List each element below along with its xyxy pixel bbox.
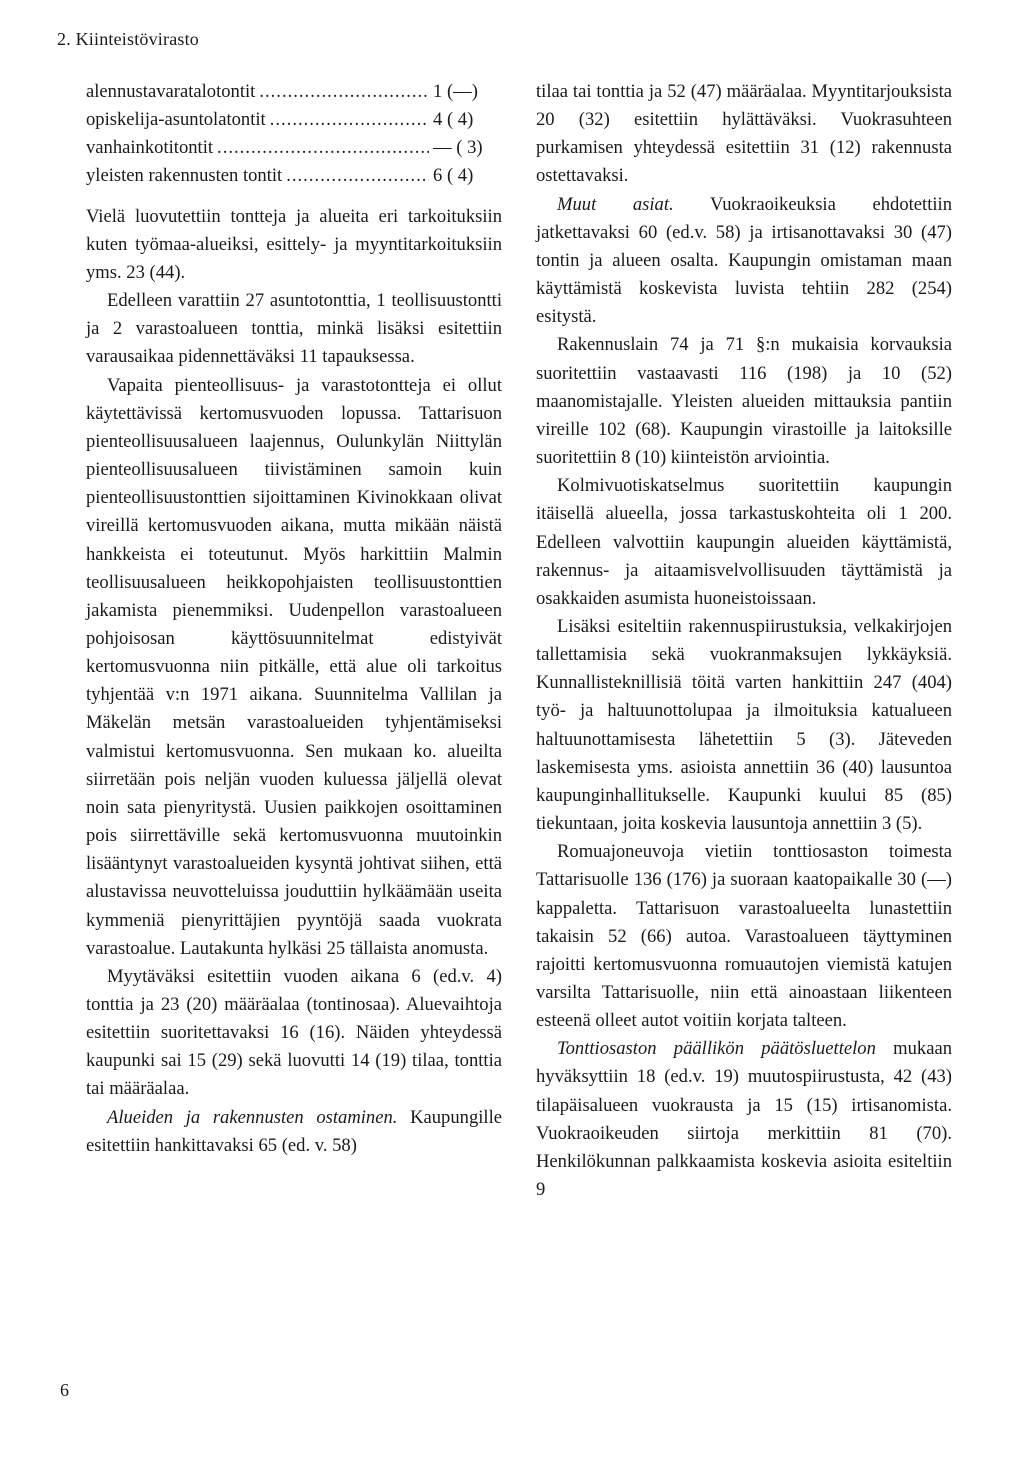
list-item-name: yleisten rakennusten tontit xyxy=(86,165,283,187)
dot-leader xyxy=(286,162,429,190)
list-item-name: vanhainkotitontit xyxy=(86,137,214,159)
list-item xyxy=(86,162,502,190)
paragraph xyxy=(86,1104,502,1160)
running-header: 2. Kiinteistövirasto xyxy=(57,29,199,49)
paragraph: Myytäväksi esitettiin vuoden aikana 6 (ed.v. 4) tonttia ja 23 (20) määräalaa (tontinosaa). Aluevaihtoja esitettiin suoritettavaksi 16 (16). Näiden yhteydessä kaupunki sai 15 (29) sekä luovutti 14 (19) tilaa, tonttia tai määräalaa. xyxy=(86,965,502,1100)
list-item xyxy=(86,78,502,106)
page-number: 6 xyxy=(60,1380,69,1400)
paragraph: Lisäksi esiteltiin rakennuspiirustuksia, velkakirjojen tallettamisia sekä vuokranmaksujen lykkäyksiä. Kunnallisteknillisiä töitä varten hankittiin 247 (404) työ- ja haltuunottolupaa ja ilmoituksia katualueen haltuunottamisesta lähetettiin 5 (3). Jäteveden laskemisesta yms. asioista annettiin 36 (40) lausuntoa kaupunginhallitukselle. Kaupunki kuului 85 (85) tiekuntaan, joita koskevia lausuntoja annettiin 3 (5). xyxy=(536,615,952,835)
paragraph-text: mukaan hyväksyttiin 18 (ed.v. 19) muutospiirustusta, 42 (43) tilapäisalueen vuokrausta ja 15 (15) irtisanomista. Vuokraoikeuden siirtoja merkittiin 81 (70). Henkilökunnan palkkaamista koskevia asioita esiteltiin 9 xyxy=(536,1038,952,1201)
section-heading: Tonttiosaston päällikön päätösluettelon xyxy=(557,1038,876,1060)
list-item-name: opiskelija-asuntolatontit xyxy=(86,109,266,131)
paragraph: Vielä luovutettiin tontteja ja alueita eri tarkoituksiin kuten työmaa-alueiksi, esittely- ja myyntitarkoituksiin yms. 23 (44). xyxy=(86,205,502,283)
paragraph xyxy=(536,191,952,332)
list-item-value: 4 ( 4) xyxy=(433,109,474,131)
paragraph: Vapaita pienteollisuus- ja varastotontteja ei ollut käytettävissä kertomusvuoden lopussa. Tattarisuon pienteollisuusalueen laajennus, Oulunkylän Niittylän pienteollisuusalueen tiivistäminen samoin kuin pienteollisuustonttien sijoittaminen Kivinokkaan olivat vireillä kertomusvuoden aikana, mutta mikään näistä hankkeista ei toteutunut. Myös harkittiin Malmin teollisuusalueen heikkopohjaisten teollisuustonttien jakamista pienemmiksi. Uudenpellon varastoalueen pohjoisosan käyttösuunnitelmat edistyivät kertomusvuonna niin pitkälle, että alue oli tarkoitus tyhjentää v:n 1971 aikana. Suunnitelma Vallilan ja Mäkelän metsän varastoalueiden tyhjentämiseksi valmistui kertomusvuonna. Sen mukaan ko. alueilta siirretään pois neljän vuoden kuluessa jäljellä olevat noin sata pienyritystä. Uusien paikkojen osoittaminen pois siirrettäville sekä kertomusvuonna muutoinkin lisääntynyt varastoalueiden kysyntä johtivat siihen, että alustavissa neuvotteluissa jouduttiin hylkäämään useita kymmeniä pienyrittäjien pyyntöjä saada vuokrata varastoalue. Lautakunta hylkäsi 25 tällaista anomusta. xyxy=(86,374,502,959)
paragraph xyxy=(536,1035,952,1204)
paragraph: Kolmivuotiskatselmus suoritettiin kaupungin itäisellä alueella, jossa tarkastuskohteita oli 1 200. Edelleen valvottiin kaupungin alueiden käyttämistä, rakennus- ja aitaamisvelvollisuuden täyttämistä ja osakkaiden asumista huoneistoissaan. xyxy=(536,475,952,609)
left-column xyxy=(86,78,502,1160)
dot-leader xyxy=(270,106,429,134)
paragraph: Edelleen varattiin 27 asuntotonttia, 1 teollisuustontti ja 2 varastoalueen tonttia, minkä lisäksi esitettiin varausaikaa pidennettäväksi 11 tapauksessa. xyxy=(86,290,502,368)
paragraph: Romuajoneuvoja vietiin tonttiosaston toimesta Tattarisuolle 136 (176) ja suoraan kaatopaikalle 30 (—) kappaletta. Tattarisuon varastoalueelta lunastettiin takaisin 52 (66) autoa. Varastoalueen täyttyminen rajoitti kertomusvuonna romuautojen viemistä katujen varsilta Tattarisuolle, niin että ainoastaan liikenteen esteenä olleet autot voitiin korjata talteen. xyxy=(536,841,952,1032)
right-column xyxy=(536,78,952,1204)
list-item-value: 1 (—) xyxy=(433,81,478,102)
paragraph: tilaa tai tonttia ja 52 (47) määräalaa. Myyntitarjouksista 20 (32) esitettiin hylättäväksi. Vuokrasuhteen purkamisen yhteydessä esitettiin 31 (12) rakennusta ostettavaksi. xyxy=(536,81,952,187)
section-heading: Alueiden ja rakennusten ostaminen. xyxy=(107,1106,398,1128)
paragraph-text: Vuokraoikeuksia ehdotettiin jatkettavaksi 60 (ed.v. 58) ja irtisanottavaksi 30 (47) tontin ja alueen osalta. Kaupungin omistaman maan käyttämistä koskevista luvista tehtiin 282 (254) esitystä. xyxy=(536,193,952,328)
section-heading: Muut asiat. xyxy=(557,193,674,215)
plot-type-list xyxy=(86,78,502,191)
dot-leader xyxy=(259,78,429,106)
list-item xyxy=(86,134,502,162)
dot-leader xyxy=(217,134,429,162)
list-item-name: alennustavaratalotontit xyxy=(86,81,256,102)
list-item-value: — ( 3) xyxy=(433,137,483,159)
paragraph: Rakennuslain 74 ja 71 §:n mukaisia korvauksia suoritettiin vastaavasti 116 (198) ja 10 (52) maanomistajalle. Yleisten alueiden mittauksia pantiin vireille 102 (68). Kaupungin virastoille ja laitoksille suoritettiin 8 (10) kiinteistön arviointia. xyxy=(536,334,952,469)
list-item-value: 6 ( 4) xyxy=(433,165,474,187)
list-item xyxy=(86,106,502,134)
paragraph-text: Kaupungille esitettiin hankittavaksi 65 (ed. v. 58) xyxy=(86,1106,502,1156)
